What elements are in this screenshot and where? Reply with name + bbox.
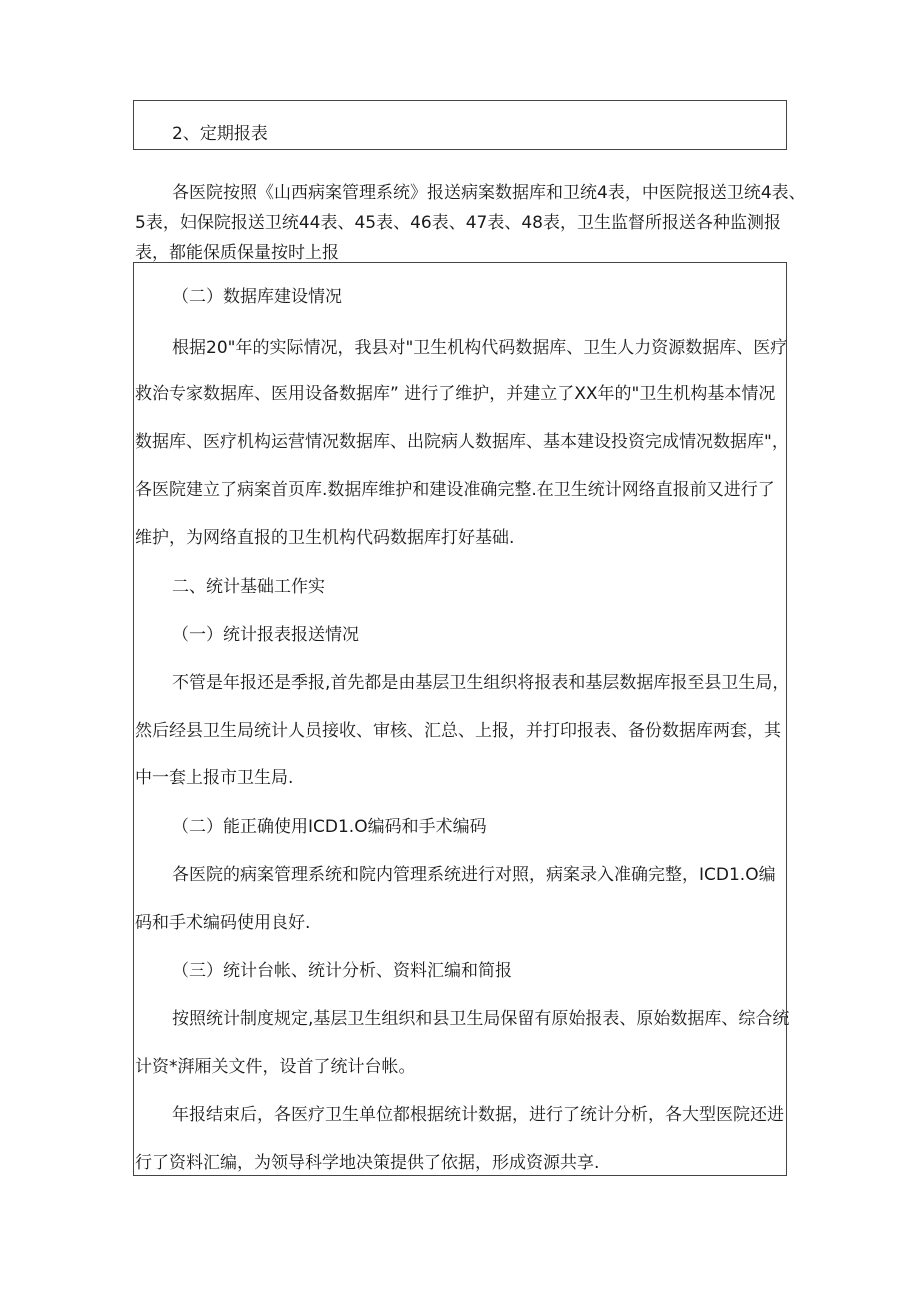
heading-database: （二）数据库建设情况 — [172, 287, 342, 307]
para-database-line-3: 数据库、医疗机构运营情况数据库、出院病人数据库、基本建设投资完成情况数据库"， — [135, 432, 789, 452]
para-analysis-line-2: 行了资料汇编，为领导科学地决策提供了依据，形成资源共享. — [135, 1153, 600, 1173]
para-database-line-4: 各医院建立了病案首页库.数据库维护和建设准确完整.在卫生统计网络直报前又进行了 — [135, 480, 775, 500]
heading-section-two: 二、统计基础工作实 — [172, 577, 325, 597]
para-ledger-line-1: 按照统计制度规定,基层卫生组织和县卫生局保留有原始报表、原始数据库、综合统 — [172, 1009, 790, 1029]
para-report-submission-line-2: 然后经县卫生局统计人员接收、审核、汇总、上报，并打印报表、备份数据库两套，其 — [135, 721, 781, 741]
heading-regular-report: 2、定期报表 — [172, 124, 268, 144]
para-database-line-1: 根据20"年的实际情况，我县对"卫生机构代码数据库、卫生人力资源数据库、医疗 — [172, 338, 788, 358]
para-database-line-2: 救治专家数据库、医用设备数据库” 进行了维护，并建立了XX年的"卫生机构基本情况 — [135, 384, 776, 404]
para-report-submission-line-1: 不管是年报还是季报,首先都是由基层卫生组织将报表和基层数据库报至县卫生局， — [172, 673, 790, 693]
para-report-submission-line-3: 中一套上报市卫生局. — [135, 768, 294, 788]
para-icd-line-1: 各医院的病案管理系统和院内管理系统进行对照，病案录入准确完整，ICD1.O编 — [172, 865, 776, 885]
para-ledger-line-2: 计资*湃厢关文件，设首了统计台帐。 — [135, 1057, 416, 1077]
para-hospitals-report-line-1: 各医院按照《山西病案管理系统》报送病案数据库和卫统4表，中医院报送卫统4表、 — [172, 183, 806, 203]
para-hospitals-report-line-3: 表，都能保质保量按时上报 — [135, 243, 339, 263]
para-icd-line-2: 码和手术编码使用良好. — [135, 913, 311, 933]
heading-ledger: （三）统计台帐、统计分析、资料汇编和简报 — [172, 961, 512, 981]
heading-report-submission: （一）统计报表报送情况 — [172, 625, 359, 645]
para-database-line-5: 维护，为网络直报的卫生机构代码数据库打好基础. — [135, 528, 515, 548]
para-analysis-line-1: 年报结束后，各医疗卫生单位都根据统计数据，进行了统计分析，各大型医院还进 — [172, 1105, 784, 1125]
para-hospitals-report-line-2: 5表，妇保院报送卫统44表、45表、46表、47表、48表，卫生监督所报送各种监测报 — [135, 213, 781, 233]
heading-icd: （二）能正确使用ICD1.O编码和手术编码 — [172, 817, 487, 837]
